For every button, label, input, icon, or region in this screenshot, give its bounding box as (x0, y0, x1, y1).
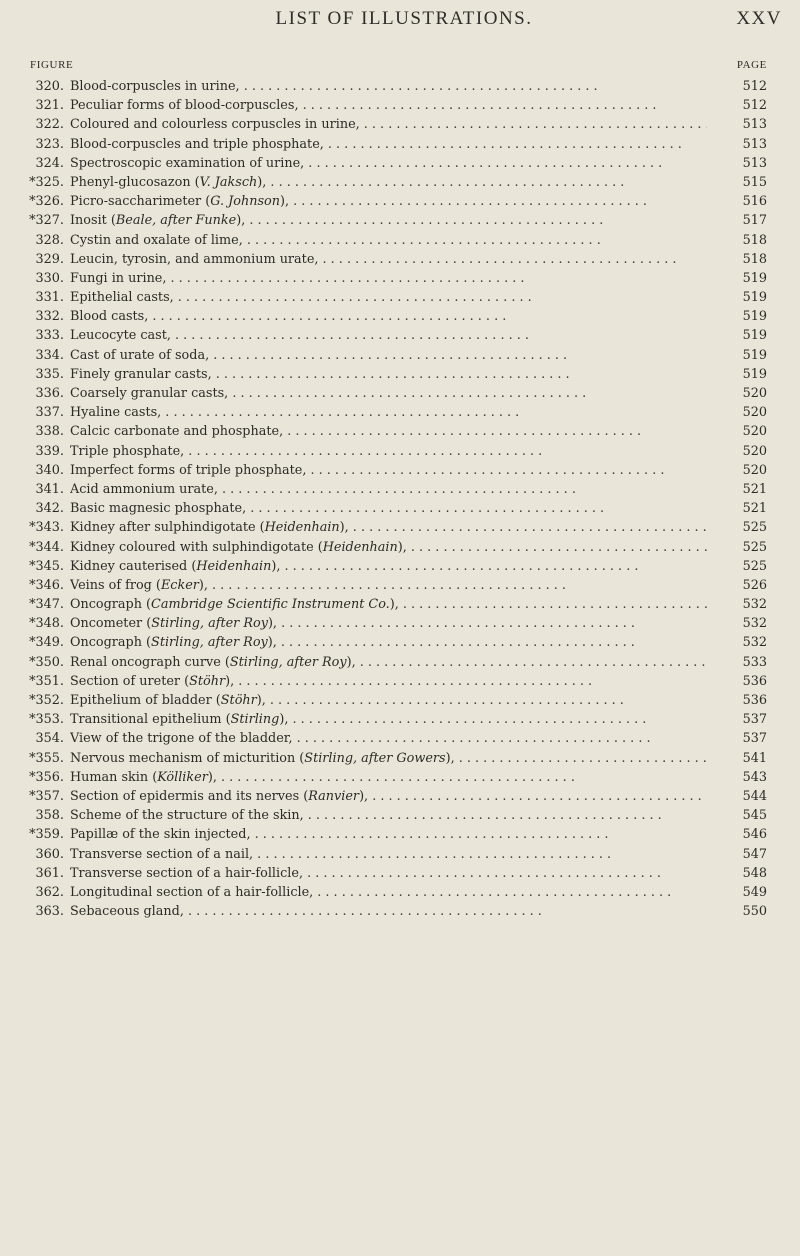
page-reference: 519 (742, 270, 767, 286)
list-item (26, 346, 767, 365)
figure-number: 331. (35, 290, 64, 306)
page-reference: 520 (742, 386, 767, 401)
figure-number: *359. (29, 827, 64, 843)
figure-caption: Oncograph (Stirling, after Roy), . . (70, 633, 707, 652)
page-reference: 519 (742, 366, 767, 382)
page-reference: 520 (742, 424, 767, 440)
list-item (26, 538, 767, 557)
list-item (26, 845, 767, 864)
figure-number: *343. (29, 520, 64, 536)
figure-number: 358. (35, 808, 64, 824)
figure-number: 333. (35, 328, 64, 344)
figure-caption: Renal oncograph curve (Stirling, after Roy), . . (70, 653, 707, 672)
list-item (26, 461, 767, 480)
figure-number: 332. (35, 309, 64, 325)
list-item (26, 173, 767, 192)
figure-caption: Kidney cauterised (Heidenhain), . . (70, 557, 707, 576)
figure-number: 320. (35, 79, 64, 94)
list-item (26, 211, 767, 230)
figure-number: *352. (29, 693, 64, 708)
page-reference: 516 (742, 194, 767, 210)
figure-number: *355. (29, 750, 64, 766)
figure-number: 354. (35, 731, 64, 747)
figure-number: 334. (35, 347, 64, 363)
page-reference: 537 (742, 712, 767, 728)
figure-number: 362. (35, 884, 64, 900)
list-item (26, 480, 767, 499)
page-reference: 547 (742, 846, 767, 862)
figure-number: 335. (35, 366, 64, 382)
page-reference: 520 (742, 405, 767, 421)
figure-caption: Kidney coloured with sulphindigotate (Heidenhain), . . (70, 538, 707, 557)
figure-caption: Papillæ of the skin injected, . . (70, 825, 707, 844)
figure-caption: Acid ammonium urate, . . (70, 480, 707, 499)
list-item (26, 557, 767, 576)
figure-caption: Phenyl-glucosazon (V. Jaksch), . . (70, 173, 707, 192)
page-reference: 517 (742, 213, 767, 229)
list-item (26, 576, 767, 595)
figure-caption: Transitional epithelium (Stirling), . . (70, 710, 707, 729)
list-item (26, 672, 767, 691)
page-reference: 525 (742, 520, 767, 536)
figure-caption: View of the trigone of the bladder, . . (70, 729, 707, 748)
list-item (26, 96, 767, 115)
figure-caption: Hyaline casts, . . (70, 403, 707, 422)
figure-number: *344. (29, 539, 64, 555)
figure-number: *356. (29, 769, 64, 785)
figure-caption: Oncometer (Stirling, after Roy), . . (70, 614, 707, 633)
list-item (26, 787, 767, 806)
figure-number: 329. (35, 251, 64, 267)
figure-caption: Spectroscopic examination of urine, . . (70, 154, 707, 173)
figure-caption: Cystin and oxalate of lime, . . (70, 231, 707, 250)
page-reference: 519 (742, 290, 767, 306)
page-reference: 521 (742, 481, 767, 497)
illustration-list (26, 77, 767, 921)
page-reference: 513 (742, 136, 767, 152)
page-reference: 521 (742, 501, 767, 517)
list-item (26, 710, 767, 729)
figure-number: *351. (29, 673, 64, 689)
figure-number: 337. (35, 405, 64, 421)
page-reference: 526 (742, 577, 767, 593)
figure-number: *353. (29, 712, 64, 728)
list-item (26, 403, 767, 422)
figure-caption: Leucin, tyrosin, and ammonium urate, . . (70, 250, 707, 269)
list-item (26, 729, 767, 748)
figure-caption: Coarsely granular casts, . . (70, 384, 707, 403)
list-item (26, 691, 767, 710)
list-item (26, 883, 767, 902)
figure-number: 340. (35, 462, 64, 478)
figure-caption: Transverse section of a nail, . . (70, 845, 707, 864)
page-reference: 512 (742, 98, 767, 114)
figure-caption: Coloured and colourless corpuscles in urine, . . (70, 115, 707, 134)
figure-number: 342. (35, 501, 64, 517)
list-item (26, 442, 767, 461)
list-item (26, 307, 767, 326)
figure-number: 321. (35, 98, 64, 114)
list-item (26, 231, 767, 250)
list-item (26, 326, 767, 345)
figure-caption: Sebaceous gland, . . (70, 902, 707, 921)
figure-number: 328. (35, 232, 64, 248)
list-item (26, 384, 767, 403)
figure-caption: Veins of frog (Ecker), . . (70, 576, 707, 595)
list-item (26, 269, 767, 288)
figure-caption: Picro-saccharimeter (G. Johnson), . . (70, 192, 707, 211)
page-reference: 518 (742, 232, 767, 248)
list-item (26, 653, 767, 672)
figure-caption: Scheme of the structure of the skin, . . (70, 806, 707, 825)
figure-caption: Finely granular casts, . . (70, 365, 707, 384)
page-reference: 536 (742, 673, 767, 689)
list-item (26, 825, 767, 844)
list-item (26, 595, 767, 614)
page-number-roman: XXV (736, 8, 782, 29)
page-reference: 537 (742, 731, 767, 747)
figure-caption: Fungi in urine, . . (70, 269, 707, 288)
list-item (26, 633, 767, 652)
figure-number: 339. (35, 443, 64, 459)
page-reference: 532 (742, 635, 767, 651)
figure-caption: Transverse section of a hair-follicle, . . (70, 864, 707, 883)
figure-caption: Peculiar forms of blood-corpuscles, . . (70, 96, 707, 115)
figure-caption: Epithelial casts, . . (70, 288, 707, 307)
figure-number: *346. (29, 577, 64, 593)
figure-number: *326. (29, 194, 64, 210)
page-reference: 525 (742, 558, 767, 574)
figure-number: *348. (29, 616, 64, 632)
list-item (26, 115, 767, 134)
list-item (26, 806, 767, 825)
figure-caption: Human skin (Kölliker), . . (70, 768, 707, 787)
page-reference: 519 (742, 347, 767, 363)
page-reference: 532 (742, 616, 767, 632)
page-reference: 515 (742, 174, 767, 190)
page-reference: 536 (742, 693, 767, 708)
page-reference: 546 (742, 827, 767, 843)
figure-column-heading: FIGURE (30, 59, 74, 71)
page-reference: 532 (742, 597, 767, 613)
page-reference: 533 (742, 654, 767, 670)
list-item (26, 365, 767, 384)
list-item (26, 250, 767, 269)
list-item (26, 422, 767, 441)
column-headings (30, 59, 767, 77)
list-item (26, 518, 767, 537)
figure-caption: Nervous mechanism of micturition (Stirling, after Gowers), . . (70, 749, 707, 768)
list-item (26, 192, 767, 211)
page-reference: 543 (742, 769, 767, 785)
figure-caption: Blood-corpuscles in urine, . . (70, 77, 707, 96)
figure-caption: Epithelium of bladder (Stöhr), . . (70, 691, 707, 710)
figure-number: 330. (35, 270, 64, 286)
figure-number: 360. (35, 846, 64, 862)
list-item (26, 614, 767, 633)
figure-caption: Kidney after sulphindigotate (Heidenhain), . . (70, 518, 707, 537)
page-reference: 544 (742, 788, 767, 804)
running-head (26, 0, 782, 40)
figure-number: 341. (35, 481, 64, 497)
list-item (26, 77, 767, 96)
figure-caption: Cast of urate of soda, . . (70, 346, 707, 365)
page-reference: 525 (742, 539, 767, 555)
figure-caption: Blood casts, . . (70, 307, 707, 326)
figure-number: *357. (29, 788, 64, 804)
page-title: LIST OF ILLUSTRATIONS. (275, 8, 533, 29)
figure-number: *347. (29, 597, 64, 613)
list-item (26, 864, 767, 883)
figure-number: 361. (35, 865, 64, 881)
figure-number: *325. (29, 174, 64, 190)
figure-caption: Inosit (Beale, after Funke), . . (70, 211, 707, 230)
page-reference: 513 (742, 117, 767, 133)
page-reference: 519 (742, 309, 767, 325)
page-reference: 549 (742, 884, 767, 900)
figure-caption: Oncograph (Cambridge Scientific Instrument Co.), . . (70, 595, 707, 614)
list-item (26, 749, 767, 768)
figure-number: 323. (35, 136, 64, 152)
page-reference: 518 (742, 251, 767, 267)
page-reference: 512 (742, 79, 767, 94)
figure-number: *345. (29, 558, 64, 574)
figure-caption: Longitudinal section of a hair-follicle, . . (70, 883, 707, 902)
figure-caption: Basic magnesic phosphate, . . (70, 499, 707, 518)
page-reference: 519 (742, 328, 767, 344)
list-item (26, 135, 767, 154)
figure-number: 322. (35, 117, 64, 133)
figure-number: 363. (35, 904, 64, 920)
list-item (26, 768, 767, 787)
figure-caption: Section of ureter (Stöhr), . . (70, 672, 707, 691)
page-reference: 520 (742, 462, 767, 478)
figure-number: *327. (29, 213, 64, 229)
page-column-heading: PAGE (736, 59, 767, 71)
page-reference: 545 (742, 808, 767, 824)
list-item (26, 902, 767, 921)
figure-number: 336. (35, 386, 64, 401)
list-item (26, 288, 767, 307)
page-reference: 520 (742, 443, 767, 459)
figure-number: *349. (29, 635, 64, 651)
page-reference: 550 (742, 904, 767, 920)
figure-caption: Imperfect forms of triple phosphate, . . (70, 461, 707, 480)
figure-number: 324. (35, 155, 64, 171)
page-reference: 548 (742, 865, 767, 881)
figure-number: 338. (35, 424, 64, 440)
list-item (26, 154, 767, 173)
figure-caption: Blood-corpuscles and triple phosphate, . . (70, 135, 707, 154)
page-reference: 513 (742, 155, 767, 171)
figure-number: *350. (29, 654, 64, 670)
figure-caption: Leucocyte cast, . . (70, 326, 707, 345)
figure-caption: Calcic carbonate and phosphate, . . (70, 422, 707, 441)
figure-caption: Triple phosphate, . . (70, 442, 707, 461)
list-item (26, 499, 767, 518)
figure-caption: Section of epidermis and its nerves (Ranvier), . . (70, 787, 707, 806)
page-reference: 541 (742, 750, 767, 766)
